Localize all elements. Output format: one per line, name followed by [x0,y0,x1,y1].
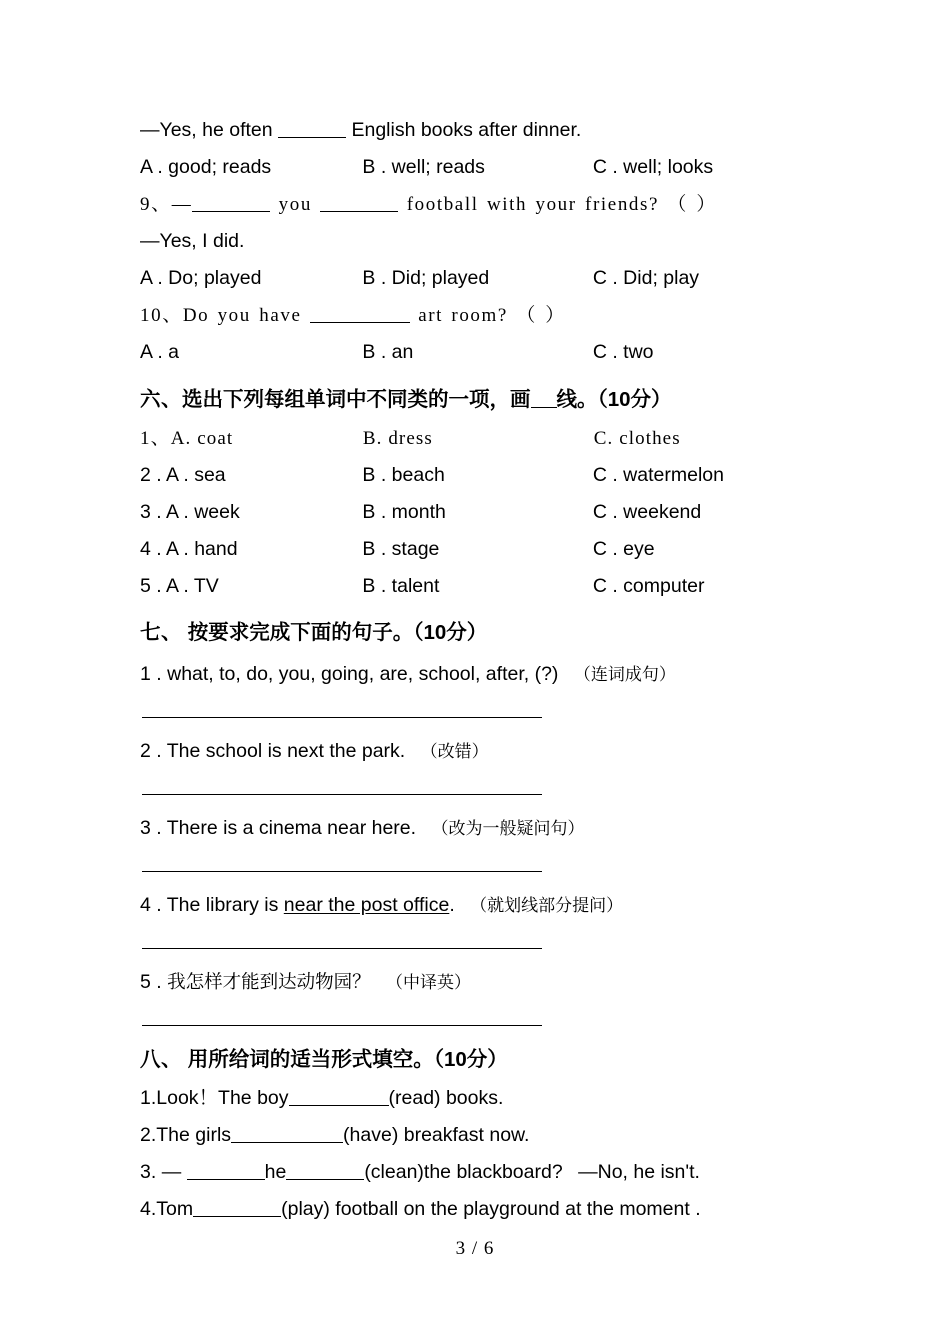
carryover-options [140,149,830,186]
item-text-before: The library is [166,894,284,916]
option-c[interactable]: C . two [592,341,654,363]
item-text-after: . [449,894,455,916]
item-text-underlined: near the post office [283,894,450,916]
carryover-blank [278,118,346,138]
option-b[interactable]: B . talent [362,575,440,597]
option-b[interactable]: B . well; reads [362,156,485,178]
option-b[interactable]: B . an [362,341,414,363]
item-text: what, to, do, you, going, are, school, after, (?) [167,663,559,685]
option-c[interactable]: C. clothes [593,428,681,449]
section-6-row-1 [140,420,830,457]
item-text-before: The girls [156,1124,232,1146]
row-number: 2 . [140,464,162,486]
option-a[interactable]: A . TV [166,575,219,597]
option-c[interactable]: C . computer [592,575,705,597]
question-9-number: 9、 [140,194,172,215]
row-number: 3 . [140,501,162,523]
item-number: 5 . [140,971,162,993]
answer-line-2[interactable] [142,794,542,795]
item-number: 3 . [140,817,162,839]
option-a[interactable]: A . good; reads [140,156,272,178]
section-6-row-3 [140,494,830,531]
option-a[interactable]: A . week [166,501,240,523]
item-number: 2. [140,1124,157,1146]
option-b[interactable]: B . beach [362,464,445,486]
row-number: 1、 [140,428,171,449]
question-10-number: 10、 [140,305,183,326]
section-8-item-2 [140,1117,830,1154]
item-number: 3. [140,1161,157,1183]
answer-line-4[interactable] [142,948,542,949]
word-group-number [140,494,357,531]
section-6-title-a: 选出下列每组单词中不同类的一项，画 [182,388,531,411]
item-hint: （改为一般疑问句） [431,819,585,838]
item-text-before: Tom [156,1198,194,1220]
option-c[interactable]: C . eye [592,538,655,560]
fill-blank-2[interactable] [286,1160,364,1180]
item-text-mid: he [264,1161,287,1183]
question-9-mid: you [278,194,312,215]
item-hint: （连词成句） [573,665,676,684]
option-b[interactable]: B . stage [362,538,440,560]
section-7-item-3 [140,811,830,846]
question-9-answer-text: —Yes, I did. [140,230,245,252]
option-b[interactable]: B. dress [362,428,433,449]
word-group-number [140,420,357,457]
question-9-blank-1 [192,193,270,212]
word-group-number [140,457,357,494]
page-number: 3 / 6 [455,1238,495,1259]
section-8-item-1 [140,1080,830,1117]
question-10-stem [140,297,800,334]
carryover-answer-line [140,112,830,149]
section-7-item-1 [140,657,830,692]
item-text: There is a cinema near here. [166,817,417,839]
fill-blank[interactable] [289,1086,389,1106]
section-8-item-4 [140,1191,830,1228]
option-a[interactable]: A . sea [166,464,226,486]
section-8-heading [140,1040,830,1080]
option-c[interactable]: C . well; looks [592,156,714,178]
item-hint: （就划线部分提问） [470,896,624,915]
question-10-blank [310,304,410,323]
word-group-number [140,531,357,568]
section-6-heading [140,380,830,420]
item-text-before: Look！The boy [156,1087,289,1109]
item-text-after: (have) breakfast now. [343,1124,530,1146]
option-a[interactable]: A . Do; played [140,267,262,289]
option-b[interactable]: B . Did; played [362,267,490,289]
item-text: The school is next the park. [166,740,406,762]
section-7-title: 按要求完成下面的句子。（10分） [182,621,488,644]
row-number: 4 . [140,538,162,560]
section-6-row-4 [140,531,830,568]
option-a[interactable]: A . hand [166,538,238,560]
item-text-after: (play) football on the playground at the moment . [281,1198,701,1220]
word-group-number [140,568,357,605]
question-9-suffix: football with your friends? [406,194,660,215]
option-b[interactable]: B . month [362,501,446,523]
section-7-heading [140,613,830,653]
fill-blank[interactable] [231,1123,343,1143]
item-hint: （改错） [420,742,489,761]
section-6-heading-blank [531,388,557,408]
section-8-title: 用所给词的适当形式填空。（10分） [182,1048,508,1071]
row-number: 5 . [140,575,162,597]
option-a[interactable]: A. coat [170,428,234,449]
question-9-stem [140,186,800,223]
carryover-answer-suffix: English books after dinner. [351,119,582,141]
fill-blank-1[interactable] [187,1160,265,1180]
question-9-paren: （ ） [667,194,717,215]
question-9-blank-2 [320,193,398,212]
answer-line-3[interactable] [142,871,542,872]
item-text-after: (read) books. [388,1087,504,1109]
option-c[interactable]: C . weekend [592,501,702,523]
answer-line-1[interactable] [142,717,542,718]
fill-blank[interactable] [193,1197,281,1217]
item-number: 1. [140,1087,157,1109]
item-text: 我怎样才能到达动物园？ [167,971,371,992]
item-hint: （中译英） [386,973,472,992]
item-text-tail: —No, he isn't. [578,1161,700,1183]
section-7-item-4 [140,888,830,923]
option-a[interactable]: A . a [140,341,180,363]
question-10-prefix: Do you have [182,305,302,326]
section-6-number: 六、 [140,388,182,411]
section-7-number: 七、 [140,621,182,644]
item-dash: — [161,1161,182,1183]
section-8-item-3 [140,1154,830,1191]
section-6-row-5 [140,568,830,605]
question-9-answer-line [140,223,830,260]
answer-line-5[interactable] [142,1025,542,1026]
question-9-options [140,260,830,297]
carryover-answer-prefix: —Yes, he often [140,119,273,141]
page-footer [0,1238,950,1260]
section-6-title-b: 线。（10分） [556,388,672,411]
question-10-suffix: art room? [418,305,508,326]
item-text-after: (clean)the blackboard? [364,1161,563,1183]
section-8-number: 八、 [140,1048,182,1071]
item-number: 4 . [140,894,162,916]
question-9-dash: — [171,194,193,215]
item-number: 2 . [140,740,162,762]
question-10-options [140,334,830,371]
section-7-item-5 [140,965,830,1000]
option-c[interactable]: C . Did; play [592,267,700,289]
item-number: 4. [140,1198,157,1220]
section-7-item-2 [140,734,830,769]
item-number: 1 . [140,663,162,685]
question-10-paren: （ ） [516,305,566,326]
option-c[interactable]: C . watermelon [592,464,724,486]
section-6-row-2 [140,457,830,494]
